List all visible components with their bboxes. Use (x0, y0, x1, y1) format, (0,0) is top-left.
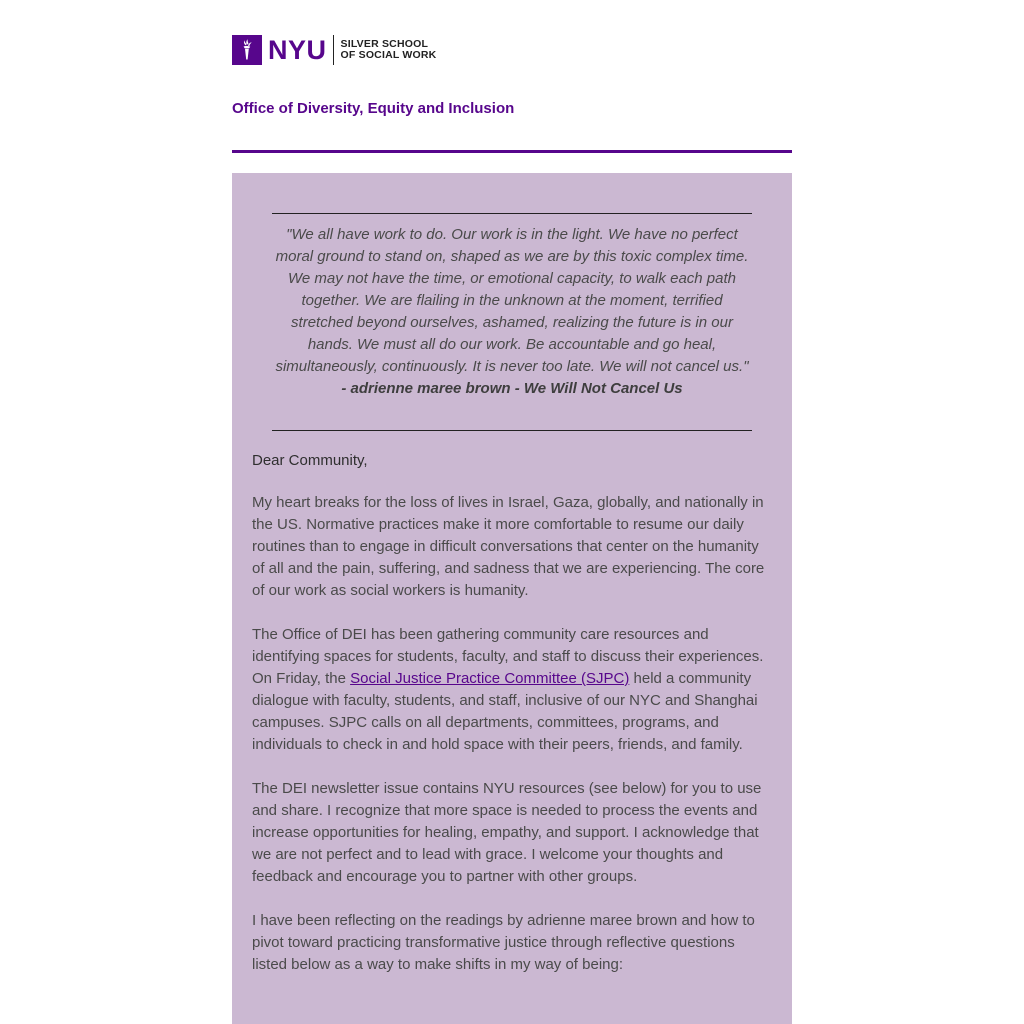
quote-top-rule (272, 213, 752, 214)
office-title: Office of Diversity, Equity and Inclusion (232, 100, 515, 117)
nyu-silver-logo[interactable] (232, 35, 436, 65)
quote-attribution: - adrienne maree brown - We Will Not Cancel Us (341, 380, 683, 397)
epigraph-quote (272, 224, 752, 400)
newsletter-content (232, 173, 792, 1024)
quote-text: "We all have work to do. Our work is in the light. We have no perfect moral ground to stand on, shaped as we are by this toxic complex time. We may not have the time, or emotional capacity, to walk each path together. We are flailing in the unknown at the moment, terrified stretched beyond ourselves, ashamed, realizing the future is in our hands. We must all do our work. Be accountable and go heal, simultaneously, continuously. It is never too late. We will not cancel us." (275, 226, 749, 375)
letter-paragraph-1: My heart breaks for the loss of lives in Israel, Gaza, globally, and nationally in the US. Normative practices make it more comfortable to resume our daily routines than to engage in difficult conversations that center on the humanity of all and the pain, suffering, and sadness that we are experiencing. The core of our work as social workers is humanity. (252, 494, 765, 599)
logo-divider (333, 35, 334, 65)
letter-greeting: Dear Community, (252, 452, 368, 469)
paragraph-2-after-link: held a community dialogue with faculty, students, and staff, inclusive of our NYC and Shanghai campuses. SJPC calls on all departments, committees, programs, and individuals to check in and hold space with their peers, friends, and family. (252, 670, 758, 753)
letter-paragraph-2 (252, 624, 772, 756)
logo-school-line-2: OF SOCIAL WORK (340, 49, 437, 61)
header-divider (232, 150, 792, 153)
letter-paragraph-3: The DEI newsletter issue contains NYU resources (see below) for you to use and share. I recognize that more space is needed to process the events and increase opportunities for healing, empathy, and support. I acknowledge that we are not perfect and to lead with grace. I welcome your thoughts and feedback and encourage you to partner with other groups. (252, 780, 762, 885)
sjpc-link[interactable]: Social Justice Practice Committee (SJPC) (350, 670, 630, 687)
paragraph-2-before-link: The Office of DEI has been gathering community care resources and identifying spaces for students, faculty, and staff to discuss their experiences. On Friday, the (252, 626, 764, 687)
nyu-torch-icon (232, 35, 262, 65)
logo-nyu-wordmark: NYU (268, 35, 327, 65)
logo-school-name (341, 39, 437, 61)
letter-paragraph-4: I have been reflecting on the readings by adrienne maree brown and how to pivot toward practicing transformative justice through reflective questions listed below as a way to make shifts in my way of being: (252, 912, 755, 973)
quote-bottom-rule (272, 430, 752, 431)
logo-school-line-1: SILVER SCHOOL (340, 38, 429, 50)
